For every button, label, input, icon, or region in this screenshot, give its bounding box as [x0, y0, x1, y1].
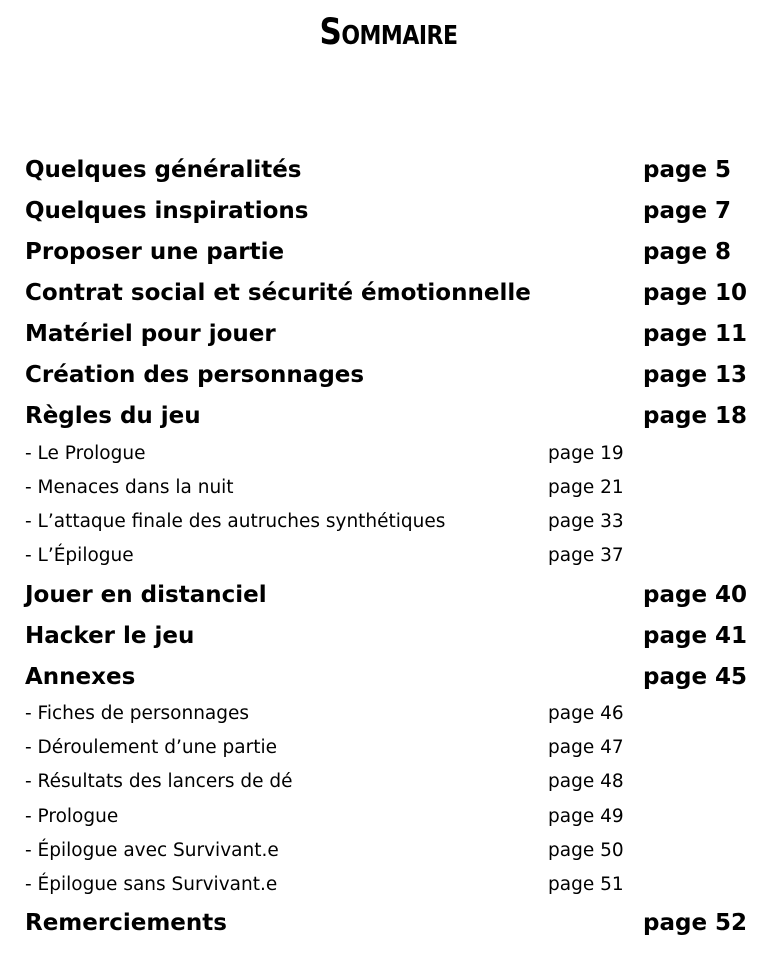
toc-subentry-label: - Déroulement d’une partie [25, 737, 278, 758]
toc-entry-page: page 41 [643, 623, 748, 649]
toc-subentry-label: - Prologue [25, 806, 119, 827]
toc-subentry-label: - Fiches de personnages [25, 703, 250, 724]
toc-entry-label: Contrat social et sécurité émotionnelle [25, 280, 531, 306]
toc-subentry-page: page 51 [548, 874, 624, 895]
toc-entry-page: page 45 [643, 664, 748, 690]
toc-subentry-label: - Épilogue sans Survivant.e [25, 874, 278, 895]
toc-entry-label: Quelques inspirations [25, 198, 309, 224]
toc-subentry-page: page 37 [548, 545, 624, 566]
toc-entry-page: page 40 [643, 582, 748, 608]
toc-subentry-label: - Résultats des lancers de dé [25, 771, 293, 792]
toc-subentry-label: - L’attaque finale des autruches synthétiques [25, 511, 446, 532]
page-title: Sommaire [319, 10, 458, 54]
toc-entry-label: Remerciements [25, 910, 227, 936]
toc-entry-page: page 8 [643, 239, 732, 265]
toc-entry-page: page 10 [643, 280, 748, 306]
toc-entry-page: page 52 [643, 910, 748, 936]
toc-subentry-page: page 47 [548, 737, 624, 758]
toc-subentry-page: page 33 [548, 511, 624, 532]
toc-entry-page: page 7 [643, 198, 732, 224]
toc-entry-page: page 13 [643, 362, 748, 388]
toc-entry-page: page 5 [643, 157, 732, 183]
toc-entry-label: Proposer une partie [25, 239, 285, 265]
toc-subentry-page: page 21 [548, 477, 624, 498]
toc-subentry-page: page 46 [548, 703, 624, 724]
toc-entry-page: page 18 [643, 403, 748, 429]
toc-entry-label: Matériel pour jouer [25, 321, 276, 347]
toc-entry-label: Quelques généralités [25, 157, 302, 183]
toc-subentry-label: - L’Épilogue [25, 545, 134, 566]
toc-subentry-page: page 49 [548, 806, 624, 827]
toc-entry-label: Création des personnages [25, 362, 365, 388]
toc-subentry-page: page 19 [548, 443, 624, 464]
toc-subentry-label: - Le Prologue [25, 443, 146, 464]
toc-entry-label: Jouer en distanciel [25, 582, 267, 608]
toc-entry-label: Règles du jeu [25, 403, 201, 429]
toc-subentry-page: page 48 [548, 771, 624, 792]
toc-subentry-label: - Épilogue avec Survivant.e [25, 840, 279, 861]
toc-subentry-page: page 50 [548, 840, 624, 861]
toc-entry-label: Annexes [25, 664, 136, 690]
toc-entry-label: Hacker le jeu [25, 623, 195, 649]
toc-subentry-label: - Menaces dans la nuit [25, 477, 234, 498]
toc-entry-page: page 11 [643, 321, 748, 347]
